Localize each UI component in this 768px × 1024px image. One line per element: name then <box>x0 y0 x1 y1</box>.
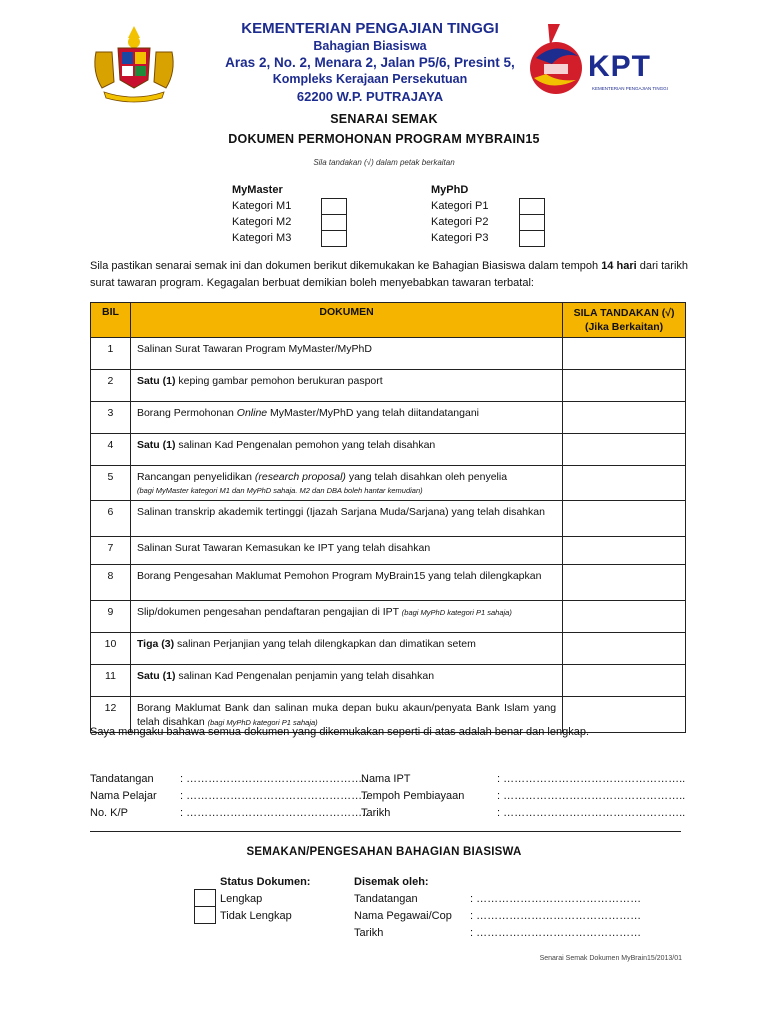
status-option-label: Tidak Lengkap <box>220 910 292 922</box>
checkbox-p1[interactable] <box>519 198 545 215</box>
tandatangan-field[interactable]: : ………………………………………….. <box>180 773 369 785</box>
checkbox-m2[interactable] <box>321 214 347 231</box>
doc-text: Salinan transkrip akademik tertinggi (Ijazah Sarjana Muda/Sarjana) yang telah disahkan <box>136 506 545 518</box>
row-number: 6 <box>91 501 131 537</box>
category-label: Kategori M3 <box>232 232 292 244</box>
row-number: 2 <box>91 370 131 402</box>
row-number: 7 <box>91 537 131 565</box>
document-description <box>130 565 562 601</box>
header-check-label: SILA TANDAKAN (√) <box>573 307 675 319</box>
check-cell[interactable] <box>563 537 686 565</box>
doc-text-bold: Satu (1) <box>136 670 176 682</box>
field-label: Tandatangan <box>90 773 154 785</box>
document-checklist-table <box>90 302 686 733</box>
verification-title: SEMAKAN/PENGESAHAN BAHAGIAN BIASISWA <box>246 846 522 858</box>
doc-text-italic: (research proposal) <box>254 471 346 483</box>
nama-ipt-field[interactable]: : ………………………………………….. <box>497 773 686 785</box>
division-name: Bahagian Biasiswa <box>313 39 427 53</box>
officer-date-field[interactable]: : ……………………………………… <box>470 927 642 939</box>
document-description <box>130 434 562 466</box>
doc-text: keping gambar pemohon berukuran pasport <box>175 375 383 387</box>
check-cell[interactable] <box>563 370 686 402</box>
field-label: Nama IPT <box>361 773 411 785</box>
checkbox-p3[interactable] <box>519 230 545 247</box>
check-cell[interactable] <box>563 665 686 697</box>
doc-text: salinan Kad Pengenalan pemohon yang telah disahkan <box>175 439 436 451</box>
officer-signature-field[interactable]: : ……………………………………… <box>470 893 642 905</box>
myphd-category-list <box>431 182 488 246</box>
document-description <box>130 633 562 665</box>
kpt-logo-subtext: KEMENTERIAN PENGAJIAN TINGGI <box>592 86 668 91</box>
table-row <box>91 370 686 402</box>
address-line-1: Aras 2, No. 2, Menara 2, Jalan P5/6, Presint 5, <box>225 55 515 70</box>
instruction-text: Sila tandakan (√) dalam petak berkaitan <box>313 158 455 167</box>
status-dokumen-block <box>220 874 310 925</box>
check-cell[interactable] <box>563 501 686 537</box>
checkbox-m1[interactable] <box>321 198 347 215</box>
table-row <box>91 402 686 434</box>
mymaster-heading: MyMaster <box>232 184 283 196</box>
document-description <box>130 537 562 565</box>
check-cell[interactable] <box>563 601 686 633</box>
doc-text: yang telah disahkan oleh penyelia <box>345 471 508 483</box>
address-line-3: 62200 W.P. PUTRAJAYA <box>296 89 444 104</box>
title-program: DOKUMEN PERMOHONAN PROGRAM MYBRAIN15 <box>228 132 540 146</box>
notice-deadline: 14 hari <box>601 260 637 272</box>
category-label: Kategori M2 <box>232 216 292 228</box>
doc-text: Salinan Surat Tawaran Program MyMaster/MyPhD <box>136 343 372 355</box>
table-row <box>91 338 686 370</box>
section-divider <box>90 831 681 832</box>
ministry-name: KEMENTERIAN PENGAJIAN TINGGI <box>241 20 499 37</box>
doc-text: salinan Kad Pengenalan penjamin yang telah disahkan <box>175 670 435 682</box>
officer-name-field[interactable]: : ……………………………………… <box>470 910 642 922</box>
table-row <box>91 665 686 697</box>
row-number: 9 <box>91 601 131 633</box>
header-bil: BIL <box>91 303 131 338</box>
check-cell[interactable] <box>563 434 686 466</box>
doc-note: (bagi MyMaster kategori M1 dan MyPhD sahaja. M2 dan DBA boleh hantar kemudian) <box>136 486 423 495</box>
check-cell[interactable] <box>563 402 686 434</box>
row-number: 4 <box>91 434 131 466</box>
address-line-2: Kompleks Kerajaan Persekutuan <box>272 72 468 86</box>
status-heading: Status Dokumen: <box>220 876 311 888</box>
header-check-sublabel: (Jika Berkaitan) <box>584 321 664 333</box>
category-label: Kategori P1 <box>431 200 489 212</box>
doc-text: MyMaster/MyPhD yang telah diitandatangani <box>267 407 480 419</box>
checkbox-lengkap[interactable] <box>194 889 216 907</box>
declaration-text: Saya mengaku bahawa semua dokumen yang dikemukakan seperti di atas adalah benar dan lengkap. <box>90 726 589 738</box>
field-label: Nama Pegawai/Cop <box>354 910 452 922</box>
kpt-logo <box>522 18 678 110</box>
doc-text-bold: Tiga (3) <box>136 638 175 650</box>
doc-text: Borang Maklumat Bank dan salinan muka depan buku akaun/penyata Bank Islam yang telah disahkan <box>136 702 557 728</box>
table-row <box>91 537 686 565</box>
doc-text: Rancangan penyelidikan <box>136 471 255 483</box>
status-option-label: Lengkap <box>220 893 263 905</box>
no-kp-field[interactable]: : ………………………………………….. <box>180 807 369 819</box>
form-reference-footer: Senarai Semak Dokumen MyBrain15/2013/01 <box>539 955 682 962</box>
header-dokumen: DOKUMEN <box>130 303 562 338</box>
doc-note: (bagi MyPhD kategori P1 sahaja) <box>207 718 318 727</box>
document-description <box>130 665 562 697</box>
checked-by-heading: Disemak oleh: <box>354 876 429 888</box>
doc-text-bold: Satu (1) <box>136 439 176 451</box>
category-label: Kategori M1 <box>232 200 292 212</box>
field-label: No. K/P <box>90 807 128 819</box>
row-number: 11 <box>91 665 131 697</box>
document-description <box>130 601 562 633</box>
document-description <box>130 370 562 402</box>
table-row <box>91 501 686 537</box>
document-description <box>130 466 562 501</box>
row-number: 8 <box>91 565 131 601</box>
signature-right <box>361 771 685 822</box>
doc-note: (bagi MyPhD kategori P1 sahaja) <box>401 608 512 617</box>
row-number: 12 <box>91 697 131 733</box>
document-description <box>130 501 562 537</box>
table-row <box>91 601 686 633</box>
kpt-logo-text: KPT <box>588 50 651 83</box>
checkbox-tidak-lengkap[interactable] <box>194 906 216 924</box>
checkbox-p2[interactable] <box>519 214 545 231</box>
table-row <box>91 466 686 501</box>
check-cell[interactable] <box>563 466 686 501</box>
field-label: Tarikh <box>354 927 384 939</box>
notice-text: dari tarikh surat tawaran program. Kegagalan berbuat demikian boleh menyebabkan tawaran terbatal: <box>90 260 689 289</box>
notice-paragraph <box>90 258 688 292</box>
doc-text: Borang Permohonan <box>136 407 237 419</box>
table-row <box>91 434 686 466</box>
field-label: Tandatangan <box>354 893 418 905</box>
doc-text: Salinan Surat Tawaran Kemasukan ke IPT yang telah disahkan <box>136 542 431 554</box>
field-label: Tempoh Pembiayaan <box>361 790 465 802</box>
doc-text: Slip/dokumen pengesahan pendaftaran pengajian di IPT <box>136 606 402 618</box>
document-description <box>130 338 562 370</box>
doc-text-bold: Satu (1) <box>136 375 176 387</box>
notice-text: Sila pastikan senarai semak ini dan dokumen berikut dikemukakan ke Bahagian Biasiswa dalam tempoh <box>90 260 602 272</box>
doc-text: salinan Perjanjian yang telah dilengkapkan dan dimatikan setem <box>174 638 476 650</box>
tempoh-pembiayaan-field[interactable]: : ………………………………………….. <box>497 790 686 802</box>
header-check <box>563 303 686 338</box>
mymaster-category-list <box>232 182 291 246</box>
check-cell[interactable] <box>563 633 686 665</box>
row-number: 5 <box>91 466 131 501</box>
disemak-oleh-block <box>354 874 641 942</box>
field-label: Nama Pelajar <box>90 790 157 802</box>
category-label: Kategori P3 <box>431 232 489 244</box>
signature-left <box>90 771 368 822</box>
nama-pelajar-field[interactable]: : ………………………………………….. <box>180 790 369 802</box>
table-row <box>91 565 686 601</box>
doc-text-italic: Online <box>236 407 268 419</box>
table-row <box>91 633 686 665</box>
check-cell[interactable] <box>563 565 686 601</box>
row-number: 10 <box>91 633 131 665</box>
doc-text: Borang Pengesahan Maklumat Pemohon Program MyBrain15 yang telah dilengkapkan <box>136 570 542 582</box>
row-number: 3 <box>91 402 131 434</box>
check-cell[interactable] <box>563 338 686 370</box>
malaysia-coat-of-arms-logo <box>88 22 180 104</box>
category-label: Kategori P2 <box>431 216 489 228</box>
title-checklist: SENARAI SEMAK <box>330 112 438 126</box>
checkbox-m3[interactable] <box>321 230 347 247</box>
row-number: 1 <box>91 338 131 370</box>
myphd-heading: MyPhD <box>431 184 469 196</box>
tarikh-field[interactable]: : ………………………………………….. <box>497 807 686 819</box>
document-description <box>130 402 562 434</box>
field-label: Tarikh <box>361 807 391 819</box>
